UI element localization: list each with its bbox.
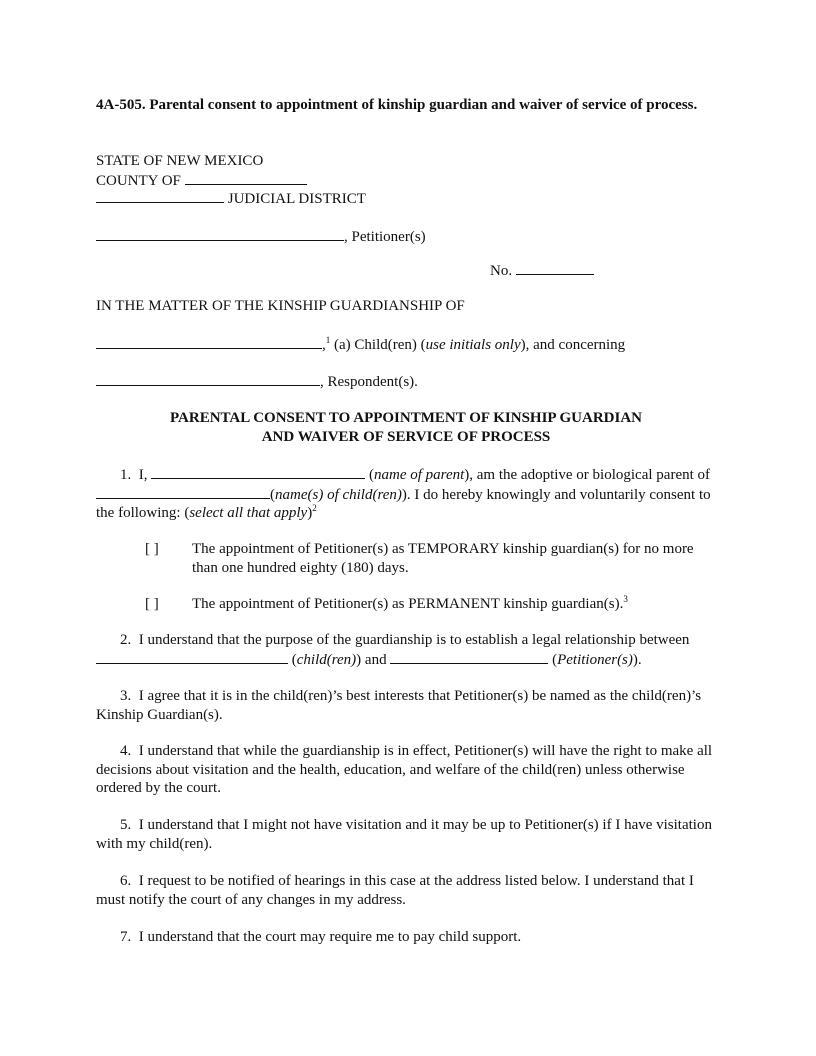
- paragraph-5: 5. I understand that I might not have visitation and it may be up to Petitioner(s) if I have visitation with my child(ren).: [96, 817, 712, 852]
- county-label: COUNTY OF: [96, 173, 181, 189]
- respondent-field[interactable]: [96, 372, 320, 386]
- child-names-field[interactable]: [96, 485, 270, 499]
- parent-name-field[interactable]: [151, 465, 365, 479]
- county-field[interactable]: [185, 171, 307, 185]
- district-line: [96, 189, 366, 209]
- case-number-label: No.: [490, 263, 513, 279]
- footnote-ref-3: 3: [623, 594, 628, 604]
- respondent-line: [96, 372, 418, 392]
- petitioner-label: , Petitioner(s): [344, 229, 426, 245]
- petitioner-relationship-field[interactable]: [390, 650, 548, 664]
- form-title: 4A-505. Parental consent to appointment of kinship guardian and waiver of service of process.: [96, 97, 698, 113]
- petitioner-field[interactable]: [96, 227, 344, 241]
- case-number-field[interactable]: [516, 261, 594, 275]
- case-number-line: [490, 261, 594, 281]
- paragraph-6: 6. I request to be notified of hearings in this case at the address listed below. I understand that I must notify the court of any changes in my address.: [96, 873, 694, 908]
- paragraph-7: 7. I understand that the court may require me to pay child support.: [120, 929, 522, 945]
- temporary-option: The appointment of Petitioner(s) as TEMPORARY kinship guardian(s) for no more than one hundred eighty (180) days.: [192, 541, 694, 576]
- paragraph-1: 1. I, (name of parent), am the adoptive or biological parent of (name(s) of child(ren)). I do hereby knowingly and voluntarily consent to the following: (select all that apply)$^2$: [96, 467, 711, 521]
- district-label: JUDICIAL DISTRICT: [227, 191, 366, 207]
- footnote-ref-1: 1: [325, 335, 331, 345]
- child-relationship-field[interactable]: [96, 650, 288, 664]
- permanent-checkbox[interactable]: [ ]: [145, 596, 159, 612]
- district-field[interactable]: [96, 189, 224, 203]
- document-heading-2: AND WAIVER OF SERVICE OF PROCESS: [261, 429, 551, 445]
- paragraph-2: 2. I understand that the purpose of the guardianship is to establish a legal relationship between (child(ren)) and (Petitioner(s)).: [96, 631, 718, 669]
- paragraph-4: 4. I understand that while the guardianship is in effect, Petitioner(s) will have the right to make all decisions about visitation and the health, education, and welfare of the child(ren) unless otherwise ordered by the court.: [96, 743, 713, 796]
- matter-line: IN THE MATTER OF THE KINSHIP GUARDIANSHIP OF: [96, 298, 465, 314]
- petitioner-line: [96, 227, 426, 247]
- document-heading-1: PARENTAL CONSENT TO APPOINTMENT OF KINSHIP GUARDIAN: [169, 410, 643, 426]
- state-line: STATE OF NEW MEXICO: [96, 153, 264, 169]
- respondent-label: , Respondent(s).: [320, 374, 418, 390]
- permanent-option: The appointment of Petitioner(s) as PERMANENT kinship guardian(s).$^3$: [192, 594, 628, 612]
- footnote-ref-2: 2: [312, 503, 317, 513]
- child-line: ,$^1$ (a) Child(ren) (use initials only), and concerning: [96, 335, 625, 355]
- temporary-checkbox[interactable]: [ ]: [145, 541, 159, 557]
- paragraph-3: 3. I agree that it is in the child(ren)’s best interests that Petitioner(s) be named as the child(ren)’s Kinship Guardian(s).: [96, 688, 702, 723]
- county-line: [96, 171, 307, 191]
- child-initials-field[interactable]: [96, 335, 322, 349]
